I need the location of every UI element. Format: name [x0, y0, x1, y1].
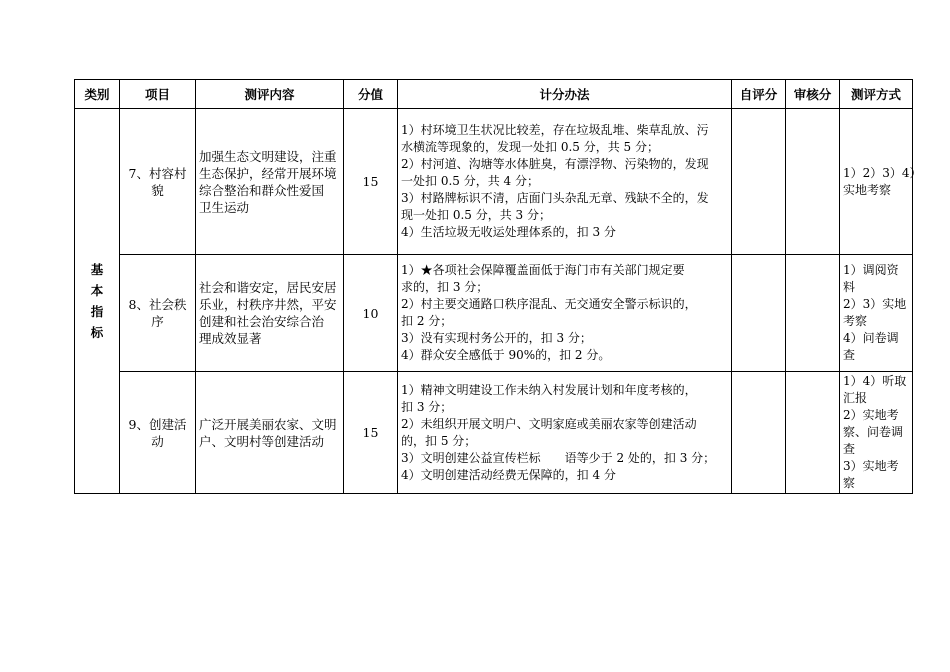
- item-cell: 7、村容村貌: [120, 109, 196, 255]
- content-cell: [196, 255, 344, 372]
- method-cell: [398, 255, 732, 372]
- item-cell: 9、创建活动: [120, 372, 196, 494]
- content-line: 卫生运动: [199, 199, 250, 215]
- header-category: 类别: [75, 80, 120, 109]
- method-line: 2）村河道、沟塘等水体脏臭，有漂浮物、污染物的，发现: [401, 157, 709, 171]
- method-line: 1）★各项社会保障覆盖面低于海门市有关部门规定要: [401, 263, 685, 277]
- content-cell: [196, 109, 344, 255]
- mode-cell: [840, 255, 913, 372]
- method-line: 的，扣 5 分；: [401, 433, 477, 448]
- method-line: 一处扣 0.5 分，共 4 分；: [401, 174, 539, 188]
- mode-line: 1）2）3）4）: [843, 165, 922, 180]
- mode-line: 汇报: [843, 391, 868, 405]
- category-char: 指: [90, 304, 104, 319]
- method-line: 4）群众安全感低于 90%的，扣 2 分。: [401, 348, 611, 362]
- method-line: 3）文明创建公益宣传栏标 语等少于 2 处的，扣 3 分；: [401, 450, 716, 465]
- self-score-cell[interactable]: [732, 109, 786, 255]
- mode-line: 实地考察: [843, 182, 892, 197]
- review-score-cell[interactable]: [786, 372, 840, 494]
- evaluation-table: [74, 79, 922, 494]
- category-cell: [75, 109, 120, 494]
- self-score-cell[interactable]: [732, 372, 786, 494]
- table-row: [75, 372, 913, 494]
- method-line: 扣 3 分；: [401, 399, 453, 414]
- method-line: 2）未组织开展文明户、文明家庭或美丽农家等创建活动: [401, 416, 697, 431]
- method-line: 1）村环境卫生状况比较差，存在垃圾乱堆、柴草乱放、污: [401, 123, 709, 137]
- mode-line: 查: [843, 442, 856, 456]
- mode-line: 2）实地考: [843, 408, 899, 422]
- method-line: 4）文明创建活动经费无保障的，扣 4 分: [401, 467, 616, 482]
- method-line: 扣 2 分；: [401, 314, 453, 328]
- content-line: 社会和谐安定，居民安居: [199, 280, 337, 295]
- mode-line: 考察: [843, 314, 868, 328]
- mode-line: 4）问卷调: [843, 331, 899, 345]
- content-line: 创建和社会治安综合治: [199, 314, 325, 329]
- method-line: 3）没有实现村务公开的，扣 3 分；: [401, 331, 592, 345]
- header-review-score: 审核分: [786, 80, 840, 109]
- header-mode: 测评方式: [840, 80, 913, 109]
- category-char: 基: [90, 262, 104, 277]
- mode-line: 察、问卷调: [843, 425, 904, 439]
- mode-line: 1）调阅资: [843, 263, 899, 277]
- method-line: 4）生活垃圾无收运处理体系的，扣 3 分: [401, 225, 616, 239]
- method-line: 3）村路牌标识不清，店面门头杂乱无章、残缺不全的，发: [401, 191, 709, 205]
- mode-line: 查: [843, 348, 856, 362]
- content-line: 户、文明村等创建活动: [199, 433, 325, 449]
- method-line: 2）村主要交通路口秩序混乱、无交通安全警示标识的，: [401, 297, 697, 311]
- content-line: 理成效显著: [199, 331, 262, 346]
- header-row: [75, 80, 913, 109]
- self-score-cell[interactable]: [732, 255, 786, 372]
- mode-line: 1）4）听取: [843, 374, 907, 388]
- header-item: 项目: [120, 80, 196, 109]
- content-line: 生态保护，经常开展环境: [199, 165, 337, 181]
- score-cell: 10: [344, 255, 398, 372]
- mode-line: 察: [843, 476, 856, 490]
- mode-cell: [840, 109, 922, 255]
- content-line: 广泛开展美丽农家、文明: [199, 416, 337, 432]
- header-method: 计分办法: [398, 80, 732, 109]
- review-score-cell[interactable]: [786, 255, 840, 372]
- method-line: 求的，扣 3 分；: [401, 280, 489, 294]
- table-row: [75, 255, 913, 372]
- mode-line: 料: [843, 280, 856, 294]
- review-score-cell[interactable]: [786, 109, 840, 255]
- content-cell: [196, 372, 344, 494]
- method-line: 水横流等现象的，发现一处扣 0.5 分，共 5 分；: [401, 140, 659, 154]
- header-self-score: 自评分: [732, 80, 786, 109]
- mode-cell: [840, 372, 913, 494]
- category-char: 标: [90, 325, 104, 340]
- method-cell: [398, 372, 732, 494]
- method-line: 1）精神文明建设工作未纳入村发展计划和年度考核的，: [401, 382, 697, 397]
- header-score: 分值: [344, 80, 398, 109]
- mode-line: 3）实地考: [843, 459, 899, 473]
- content-line: 加强生态文明建设，注重: [199, 148, 337, 164]
- mode-line: 2）3）实地: [843, 297, 907, 311]
- category-char: 本: [90, 283, 104, 298]
- content-line: 综合整治和群众性爱国: [199, 182, 325, 198]
- method-cell: [398, 109, 732, 255]
- method-line: 现一处扣 0.5 分，共 3 分；: [401, 208, 551, 222]
- table-row: [75, 109, 913, 255]
- content-line: 乐业，村秩序井然，平安: [199, 297, 337, 312]
- score-cell: 15: [344, 372, 398, 494]
- score-cell: 15: [344, 109, 398, 255]
- item-cell: 8、社会秩序: [120, 255, 196, 372]
- header-content: 测评内容: [196, 80, 344, 109]
